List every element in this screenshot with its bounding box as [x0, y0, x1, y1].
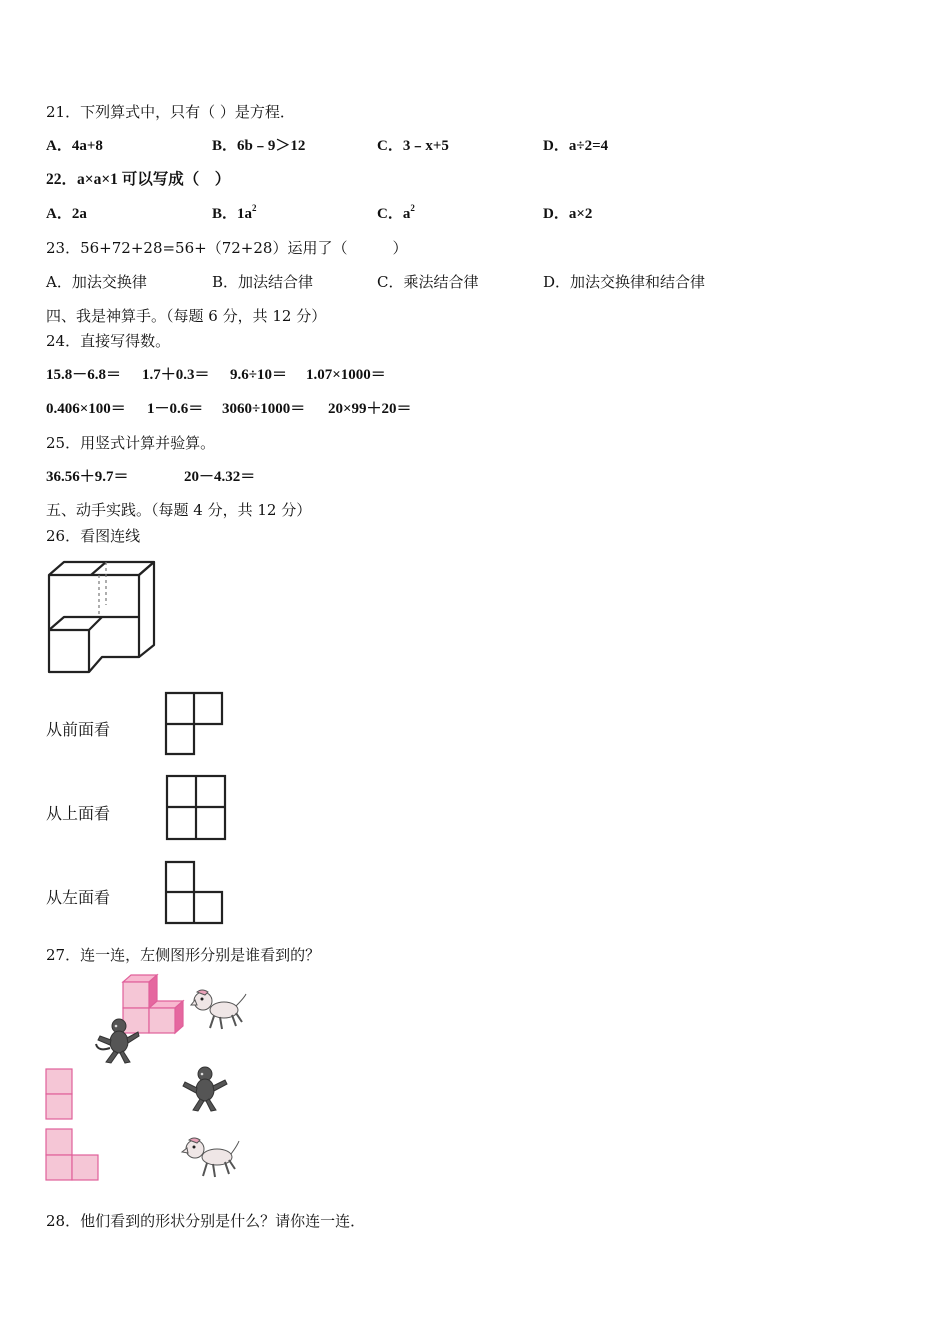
q21-option-a: A．4a+8 [46, 138, 103, 154]
q21-option-d: D．a÷2=4 [543, 138, 609, 154]
view-front-label: 从前面看 [46, 720, 111, 739]
pink-two-square-vertical [45, 1068, 75, 1122]
q23-option-a: A．加法交换律 [46, 273, 147, 291]
q26-stem: 26．看图连线 [46, 527, 141, 545]
q24-item: 1.07×1000＝ [306, 367, 386, 383]
q28-stem: 28．他们看到的形状分别是什么？请你连一连． [46, 1212, 366, 1230]
dog-icon [190, 986, 248, 1032]
q27-stem: 27．连一连，左侧图形分别是谁看到的？ [46, 946, 321, 964]
q21-stem: 21．下列算式中，只有（ ）是方程． [46, 103, 295, 121]
section-5-heading: 五、动手实践。（每题 4 分，共 12 分） [46, 501, 312, 519]
left-view-grid [165, 861, 225, 925]
q22-option-b: B．$1a^2$ [212, 203, 257, 222]
pink-l-shape [45, 1128, 101, 1184]
q21-option-c: C．3﹣x+5 [377, 138, 449, 154]
q23-stem: 23．56+72+28=56+（72+28）运用了（ ） [46, 239, 408, 257]
q22-stem: 22．a×a×1 可以写成（ ） [46, 171, 231, 188]
q24-item: 0.406×100＝ [46, 401, 126, 417]
q25-item: 20－4.32＝ [184, 469, 256, 485]
q25-item: 36.56＋9.7＝ [46, 469, 129, 485]
monkey-icon [92, 1018, 140, 1064]
q24-item: 1.7＋0.3＝ [142, 367, 210, 383]
section-4-heading: 四、我是神算手。（每题 6 分，共 12 分） [46, 307, 327, 325]
view-left-label: 从左面看 [46, 888, 111, 907]
monkey-icon [181, 1066, 229, 1112]
q24-item: 3060÷1000＝ [222, 401, 306, 417]
q22-option-c: C．$a^2$ [377, 203, 415, 222]
q24-item: 1－0.6＝ [147, 401, 204, 417]
cube-stack-figure [44, 560, 159, 675]
q23-option-c: C．乘法结合律 [377, 273, 479, 291]
dog-icon [181, 1134, 241, 1180]
q22-option-d: D．a×2 [543, 206, 593, 222]
front-view-grid [165, 692, 225, 756]
q24-stem: 24．直接写得数。 [46, 332, 171, 350]
q24-item: 20×99＋20＝ [328, 401, 412, 417]
q22-option-a: A．2a [46, 206, 87, 222]
q23-option-b: B．加法结合律 [212, 273, 314, 291]
top-view-grid [166, 775, 228, 841]
view-top-label: 从上面看 [46, 804, 111, 823]
q24-item: 9.6÷10＝ [230, 367, 287, 383]
q24-item: 15.8－6.8＝ [46, 367, 122, 383]
q23-option-d: D．加法交换律和结合律 [543, 273, 706, 291]
q25-stem: 25．用竖式计算并验算。 [46, 434, 216, 452]
q21-option-b: B．6b﹣9＞12 [212, 138, 306, 154]
